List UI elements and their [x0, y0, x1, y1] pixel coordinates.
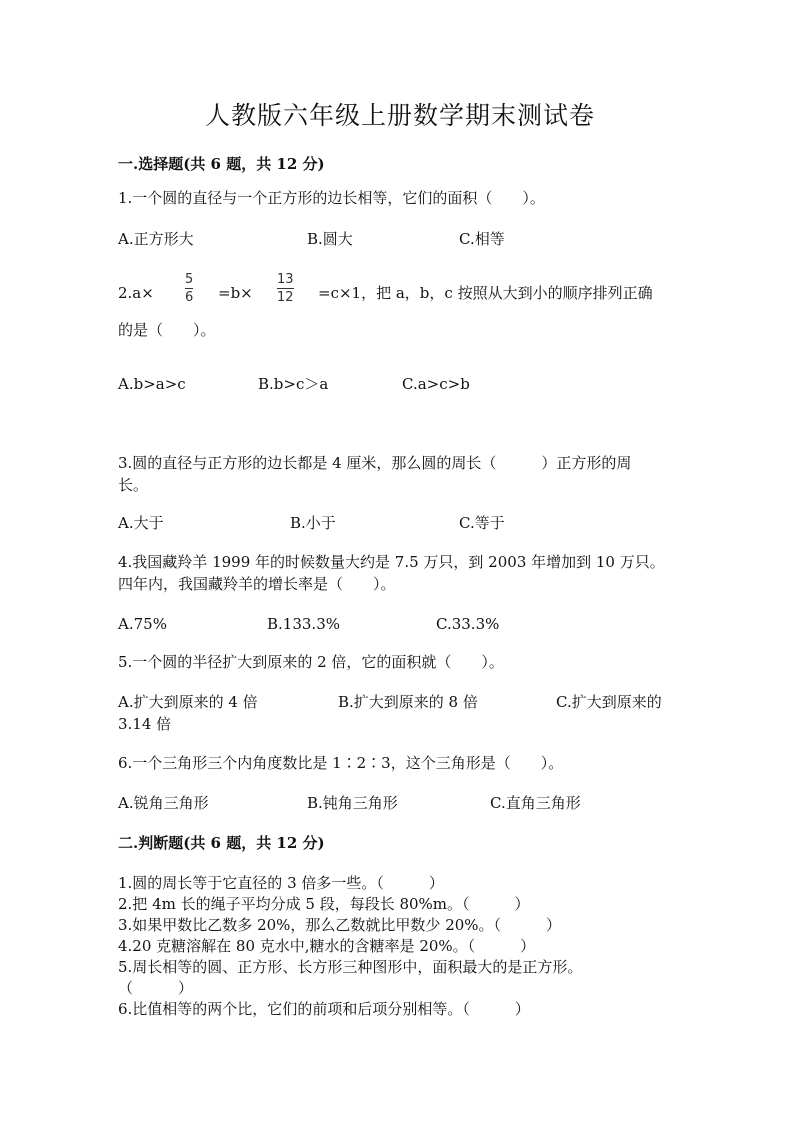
- fraction-numerator: 5: [185, 272, 194, 287]
- q3-option-c: C.等于: [459, 514, 505, 532]
- q6-option-c: C.直角三角形: [490, 794, 581, 812]
- section-heading-choice: 一.选择题(共 6 题，共 12 分): [118, 155, 325, 173]
- judgment-item-5-continued: （ ）: [118, 979, 194, 997]
- q2-option-a: A.b>a>c: [118, 375, 186, 393]
- fraction-numerator: 13: [277, 272, 294, 287]
- q5-option-b: B.扩大到原来的 8 倍: [338, 693, 478, 711]
- question-2-part1: 2.a×: [118, 284, 154, 302]
- question-6: 6.一个三角形三个内角度数比是 1∶2∶3，这个三角形是（ ）。: [118, 754, 564, 772]
- q5-option-c: C.扩大到原来的: [556, 693, 662, 711]
- question-1: 1.一个圆的直径与一个正方形的边长相等，它们的面积（ ）。: [118, 189, 545, 207]
- question-5: 5.一个圆的半径扩大到原来的 2 倍，它的面积就（ ）。: [118, 653, 504, 671]
- fraction-bar: [277, 288, 294, 289]
- judgment-item-3: 3.如果甲数比乙数多 20%，那么乙数就比甲数少 20%。（ ）: [118, 916, 562, 934]
- question-3-line2: 长。: [118, 476, 149, 494]
- page-title: 人教版六年级上册数学期末测试卷: [204, 101, 595, 130]
- fraction-denominator: 12: [277, 290, 294, 305]
- q6-option-b: B.钝角三角形: [307, 794, 398, 812]
- q1-option-b: B.圆大: [307, 230, 353, 248]
- q2-option-b: B.b>c＞a: [258, 375, 329, 393]
- fraction-bar: [185, 288, 193, 289]
- judgment-item-5: 5.周长相等的圆、正方形、长方形三种图形中，面积最大的是正方形。: [118, 958, 583, 976]
- question-2-part3: =c×1，把 a，b，c 按照从大到小的顺序排列正确: [318, 284, 653, 302]
- q2-option-c: C.a>c>b: [402, 375, 470, 393]
- q6-option-a: A.锐角三角形: [118, 794, 209, 812]
- q5-option-a: A.扩大到原来的 4 倍: [118, 693, 258, 711]
- q3-option-a: A.大于: [118, 514, 164, 532]
- judgment-item-1: 1.圆的周长等于它直径的 3 倍多一些。（ ）: [118, 874, 444, 892]
- q5-option-c-continued: 3.14 倍: [118, 715, 172, 733]
- fraction-thirteen-twelfths: [277, 272, 294, 305]
- q4-option-a: A.75%: [118, 615, 167, 633]
- fraction-denominator: 6: [185, 290, 194, 305]
- question-2-line2: 的是（ ）。: [118, 321, 216, 339]
- judgment-item-6: 6.比值相等的两个比，它们的前项和后项分别相等。（ ）: [118, 1000, 530, 1018]
- q4-option-c: C.33.3%: [436, 615, 500, 633]
- q1-option-c: C.相等: [459, 230, 505, 248]
- question-2-part2: =b×: [218, 284, 253, 302]
- section-heading-judgment: 二.判断题(共 6 题，共 12 分): [118, 834, 325, 852]
- q4-option-b: B.133.3%: [267, 615, 340, 633]
- question-4-line1: 4.我国藏羚羊 1999 年的时候数量大约是 7.5 万只，到 2003 年增加到 10 万只。: [118, 553, 665, 571]
- question-3-line1: 3.圆的直径与正方形的边长都是 4 厘米，那么圆的周长（ ）正方形的周: [118, 454, 632, 472]
- judgment-item-2: 2.把 4m 长的绳子平均分成 5 段，每段长 80%m。（ ）: [118, 895, 530, 913]
- fraction-five-sixths: [185, 272, 193, 305]
- judgment-item-4: 4.20 克糖溶解在 80 克水中,糖水的含糖率是 20%。（ ）: [118, 937, 536, 955]
- q1-option-a: A.正方形大: [118, 230, 194, 248]
- question-4-line2: 四年内，我国藏羚羊的增长率是（ ）。: [118, 575, 396, 593]
- q3-option-b: B.小于: [290, 514, 336, 532]
